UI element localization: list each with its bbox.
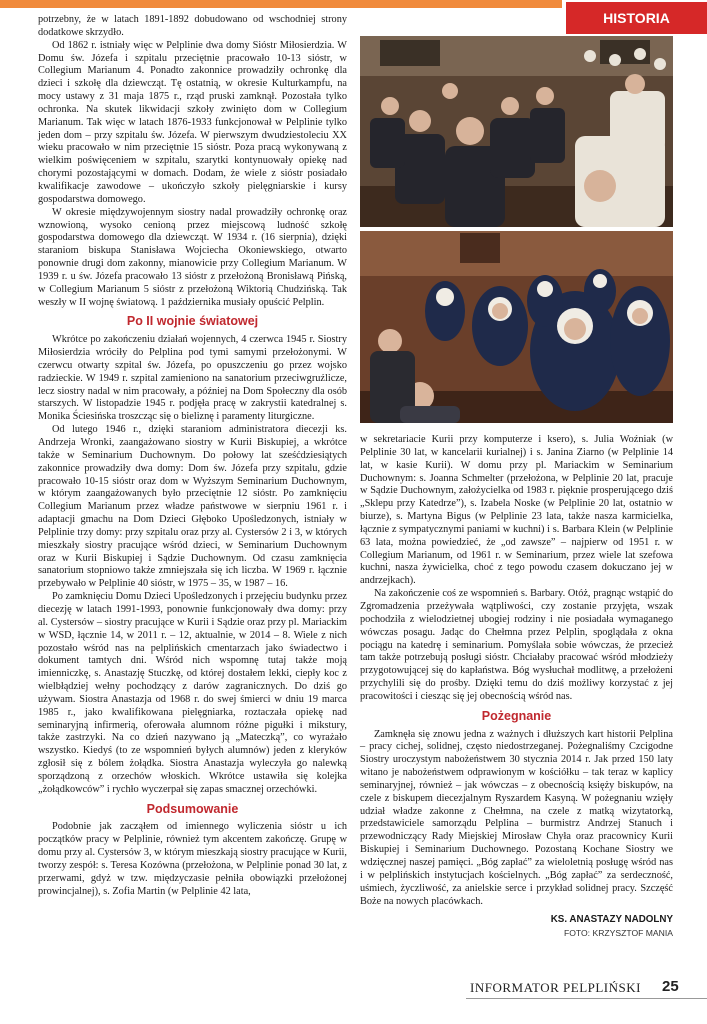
publication-name: INFORMATOR PELPLIŃSKI (470, 980, 641, 995)
paragraph: Wkrótce po zakończeniu działań wojennych, 4 czerwca 1945 r. Siostry Miłosierdzia wróciły do Pelplina pod tymi samymi przełożonymi. W czerwcu otwarty szpital św. Józefa, po opuszczeniu go przez wojsko radzieckie. W 1949 r. szpital zamieniono na sanatorium przeciwgruźlicze, lecz siostry nadal w nim pracowały, a później na Dom Społeczny dla osób starszych. W listopadzie 1945 r. podjęła pracę w zakrystii katedralnej s. Monika Ściesińska troszcząc się o bieliznę i paramenty liturgiczne. (38, 334, 347, 423)
paragraph: W okresie międzywojennym siostry nadal prowadziły ochronkę oraz wznowioną, wysoko cenioną przez miejscową ludność szkołę gospodarstwa domowego dla dziewcząt. W 1934 r. (16 sierpnia), dzięki staraniom biskupa Stanisława Wojciecha Okoniewskiego, otwarto ponownie drugi dom zakonny, mianowicie przy Collegium Marianum. W 1939 r. u św. Józefa pracowało 13 sióstr z przełożoną Bronisławą Pińską, w Collegium Marianum 5 sióstr z przełożoną Wiktorią Chudzińską. Tak weszły w II wojnę światową. 1 października musiały opuścić Pelplin. (38, 206, 347, 308)
footer-divider (466, 998, 707, 999)
section-heading-summary: Podsumowanie (146, 801, 239, 816)
paragraph: Zamknęła się znowu jedna z ważnych i dłuższych kart historii Pelplina – pracy cichej, solidnej, często niedostrzeganej. Pożegnaliśmy Czcigodne Siostry uroczystym nabożeństwem 30 stycznia 2014 r. Jak przed 150 laty witano je nabożeństwem odprawionym w kościółku – tak teraz w kaplicy seminaryjnej, również – jak wówczas – z obecnością księży biskupów, na czele z biskupem diecezjalnym Ryszardem Kasyną. W pożegnaniu wzięły udział władze zakonne z Chełmna, na czele z matką wizytatorką, przedstawiciele samorządu Pelplina – burmistrz Andrzej Stanuch i przewodniczący Rady Miejskiej Mirosław Chyła oraz pracownicy Kurii Biskupiej i Seminarium Duchownego. Pozostaną Kochane Siostry we wdzięcznej naszej pamięci. „Bóg zapłać” za wieloletnią posługę wśród nas i w pelplińskich instytucjach kościelnych. „Bóg zapłać” za serdeczność, uśmiech, życzliwość, za anielskie serce i przykład solidnej pracy. Szczęść Boże na nowych placówkach. (360, 728, 673, 907)
section-tag: HISTORIA (566, 2, 707, 34)
photo-congregation-men (360, 36, 673, 227)
section-heading-farewell: Pożegnanie (481, 708, 552, 723)
section-heading-war: Po II wojnie światowej (126, 314, 259, 329)
article-column-right (360, 434, 673, 940)
paragraph: Na zakończenie coś ze wspomnień s. Barbary. Otóż, pragnąc wstąpić do Zgromadzenia przeżywała wątpliwości, czy zostanie przyjęta, wszak pochodziła z wielodzietnej ubogiej rodziny i nie posiadała wymaganego wówczas posagu. Jadąc do Chełmna przez Pelplin, spoglądała z okna pociągu na katedrę i seminarium. Pomyślała sobie wówczas, że przecież tam także potrzebują posługi sióstr. Chciałaby pracować wśród młodzieży przygotowującej się do kapłaństwa. Bóg wysłuchał modlitwę, a przełożeni przychylili się do prośby. Dzięki temu do dziś możliwy korzystać z jej pracowitości i ciesząc się jej obecnością wśród nas. (360, 588, 673, 702)
paragraph: Od lutego 1946 r., dzięki staraniom administratora diecezji ks. Andrzeja Wronki, zaangażowano siostry w Kurii Biskupiej, a wkrótce także w Seminarium Duchownym. Do połowy lat sześćdziesiątych zakonnice prowadziły dwa domy: Dom św. Józefa przy szpitalu, gdzie pracowało 10-15 sióstr oraz dom w Wyższym Seminarium Duchownym, w którym zaangażowanych było przeciętnie 12 sióstr. Po zamknięciu Collegium Marianum przez władze państwowe w sierpniu 1961 r. i adaptacji gmachu na Dom Dzieci Głęboko Upośledzonych, istniały w Pelplinie trzy domy: przy szpitalu oraz przy al. Cystersów 2 i 3, w których mieszkały siostry pracujące wśród dzieci, w Seminarium Duchownym oraz w Kurii Biskupiej i Sądzie Duchownym. Od czasu zamknięcia sanatorium stopniowo także zmniejszała się ich liczba. W 1969 r. łącznie przebywało w Pelplinie 40 sióstr, w 1975 – 35, w 1987 – 16. (38, 424, 347, 590)
page-number: 25 (662, 978, 679, 995)
top-accent-bar (0, 0, 562, 8)
paragraph: w sekretariacie Kurii przy komputerze i ksero), s. Julia Woźniak (w Pelplinie 30 lat, w kancelarii kurialnej) i s. Janina Ziarno (w Pelplinie 14 lat, w kasie Kurii). W domu przy pl. Mariackim w Seminarium Duchownym: s. Joanna Schmelter (przełożona, w Pelplinie 20 lat, pracuje w Sądzie Duchownym, założycielka od 1983 r. pięknie prosperującego dziś „Sklepu przy Katedrze”), s. Izabela Noske (w Pelplinie 20 lat, ostatnio w biurze), s. Martyna Bigus (w Pelplinie 23 lata, także nasza karmicielka, łącznie z sympatycznymi paniami w kuchni) i s. Barbara Klein (w Pelplinie 63 lata, można powiedzieć, że „od zawsze” – najpierw od 1951 r. w Collegium Marianum, od 1961 r. w Seminarium, przez wiele lat szefowa kuchni, nasza żywicielka, choć z tego powodu czasem dokuczano jej w andrzejkach). (360, 434, 673, 587)
paragraph: potrzebny, że w latach 1891-1892 dobudowano od wschodniej strony dodatkowe skrzydło. (38, 14, 347, 38)
article-column-left (38, 14, 347, 899)
paragraph: Od 1862 r. istniały więc w Pelplinie dwa domy Sióstr Miłosierdzia. W Domu św. Józefa i szpitalu przeciętnie pracowało 10-13 sióstr, w Collegium Marianum 4. Ponadto zakonnice prowadziły ochronkę dla dzieci i szkołę dla dziewcząt. Tę ostatnią, w okresie Kulturkampfu, na mocy ustawy z 31 maja 1875 r., rząd pruski zamknął. Pozostała tylko ochronka. Na skutek likwidacji szkoły zwinięto dom w Collegium Marianum. Tak więc w latach 1876-1933 funkcjonował w Pelplinie tylko jeden dom – przy szpitalu św. Józefa. W pierwszym dwudziestoleciu XX wieku pracowało w nim przeciętnie 15 sióstr. Poza pracą wykonywaną z wielkim poświęceniem w szpitalu, szarytki kontynuowały opiekę nad chorymi pozostającymi w domach. Dodam, że wiele z sióstr posiadało kwalifikacje zawodowe – ukończyło szkoły pielęgniarskie i kursy gospodarstwa domowego. (38, 39, 347, 205)
photo-congregation-sisters (360, 231, 673, 423)
paragraph: Podobnie jak zacząłem od imiennego wyliczenia sióstr u ich początków pracy w Pelplinie, również tym akcentem zakończę. Grupę w domu przy al. Cystersów 3, w którym mieszkają siostry pracujące w Kurii, tworzy zespół: s. Teresa Kozówna (przełożona, w Pelplinie ponad 30 lat, z przerwami, gdyż w tzw. międzyczasie pełniła obowiązki przełożonej prowincjalnej), s. Zofia Martin (w Pelplinie 42 lata, (38, 821, 347, 897)
author-signature: KS. ANASTAZY NADOLNY (550, 914, 673, 926)
photo-credit: FOTO: KRZYSZTOF MANIA (563, 928, 673, 939)
paragraph: Po zamknięciu Domu Dzieci Upośledzonych i przejęciu budynku przez diecezję w latach 1991-1993, ponownie funkcjonowały dwa domy: przy al. Cystersów – siostry pracujące w Kurii i Sądzie oraz przy pl. Mariackim w WSD, łącznie 14, w 2011 r. – 12, aktualnie, w 2014 – 8. Wiele z nich pozostało wśród nas na pelplińskich cmentarzach jako świadectwo i dokument tamtych dni. Wśród nich wspomnę tutaj także moją imienniczkę, s. Anastazję Stuczkę, od której dostałem lekki, ciepły koc z wielbłądziej wełny pochodzący z darów zagranicznych. Do dziś go używam. Siostra Anastazja od 1968 r. do swej śmierci w dniu 19 marca 1985 r., jako kwalifikowana pielęgniarka, roztaczała opiekę nad seminaryjną infirmerią, oferowała alumnom różne pigułki i mikstury, także zastrzyki. Na co dzień nazywano ją „Mateczką”, co wyrażało wszystko. Kiedyś (to ze wspomnień byłych alumnów) jeden z kleryków zgłosił się z bólem żołądka. Siostra Anastazja wyleczyła go nalewką sporządzoną z orzechów włoskich. Wkrótce ustawiła się kolejka „żołądkowców” i rychło wyczerpał się zapas smacznej orzechówki. (38, 591, 347, 795)
